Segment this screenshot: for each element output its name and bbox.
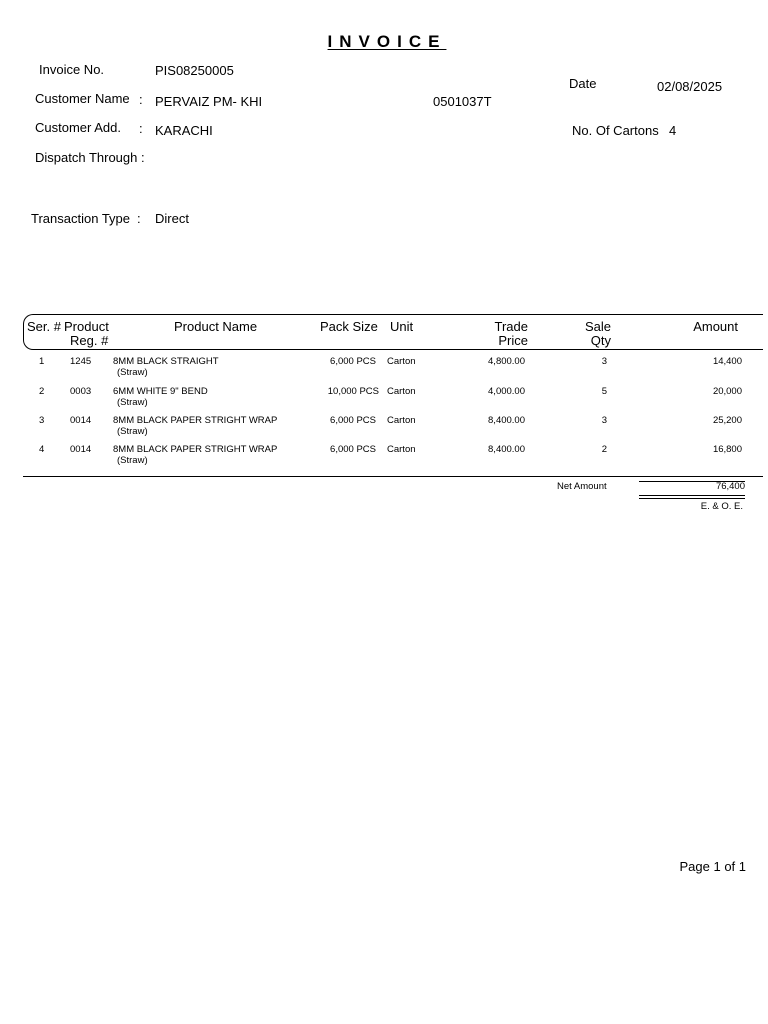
cell-amount: 16,800 <box>712 444 742 455</box>
cell-category: (Straw) <box>117 397 148 408</box>
cell-reg: 1245 <box>70 356 92 367</box>
invoice-title <box>0 32 768 52</box>
cell-name: 8MM BLACK PAPER STRIGHT WRAP <box>113 415 278 426</box>
table-row <box>0 444 768 473</box>
net-amount-double-rule-2 <box>639 498 745 499</box>
cell-ser: 3 <box>39 415 45 426</box>
customer-add-label: Customer Add. <box>35 120 121 135</box>
cell-price: 8,400.00 <box>488 444 525 455</box>
cell-reg: 0003 <box>70 386 92 397</box>
net-amount-label: Net Amount <box>557 481 607 492</box>
cell-qty: 2 <box>601 444 607 455</box>
cell-unit: Carton <box>387 444 416 455</box>
cartons-value: 4 <box>669 123 677 138</box>
cell-qty: 3 <box>601 356 607 367</box>
cell-pack: 10,000 PCS <box>327 386 379 397</box>
cell-category: (Straw) <box>117 455 148 466</box>
cell-price: 4,000.00 <box>488 386 525 397</box>
customer-add-value: KARACHI <box>155 123 213 138</box>
cell-pack: 6,000 PCS <box>330 444 376 455</box>
th-ser: Ser. # <box>27 319 61 334</box>
cell-name: 6MM WHITE 9" BEND <box>113 386 208 397</box>
invoice-title-text: INVOICE <box>327 32 447 51</box>
th-product-name: Product Name <box>174 319 258 334</box>
net-amount-double-rule-1 <box>639 495 745 496</box>
th-amount: Amount <box>693 319 738 334</box>
customer-name-label: Customer Name <box>35 91 130 106</box>
cell-category: (Straw) <box>117 367 148 378</box>
th-sale-qty-2: Qty <box>590 333 611 348</box>
cell-unit: Carton <box>387 356 416 367</box>
cell-ser: 2 <box>39 386 45 397</box>
table-row <box>0 386 768 415</box>
table-row <box>0 356 768 385</box>
table-bottom-rule <box>23 476 763 477</box>
invoice-no-label: Invoice No. <box>39 62 105 77</box>
th-unit: Unit <box>390 319 414 334</box>
cell-unit: Carton <box>387 386 416 397</box>
customer-name-colon: : <box>139 92 143 107</box>
cell-qty: 5 <box>601 386 607 397</box>
cell-amount: 14,400 <box>712 356 742 367</box>
table-row <box>0 415 768 444</box>
cell-name: 8MM BLACK STRAIGHT <box>113 356 219 367</box>
cell-price: 4,800.00 <box>488 356 525 367</box>
net-amount-value: 76,400 <box>715 481 745 492</box>
page-number: Page 1 of 1 <box>679 859 746 874</box>
cell-unit: Carton <box>387 415 416 426</box>
cell-pack: 6,000 PCS <box>330 415 376 426</box>
date-label: Date <box>569 76 597 91</box>
cell-amount: 25,200 <box>712 415 742 426</box>
customer-add-colon: : <box>139 121 143 136</box>
dispatch-label: Dispatch Through : <box>35 150 145 165</box>
cell-qty: 3 <box>601 415 607 426</box>
transaction-type-colon: : <box>137 211 141 226</box>
cell-name: 8MM BLACK PAPER STRIGHT WRAP <box>113 444 278 455</box>
th-product-reg-2: Reg. # <box>70 333 109 348</box>
cartons-label: No. Of Cartons <box>572 123 659 138</box>
th-pack-size: Pack Size <box>320 319 378 334</box>
cell-reg: 0014 <box>70 415 92 426</box>
transaction-type-label: Transaction Type <box>31 211 130 226</box>
th-trade-price-2: Price <box>498 333 528 348</box>
th-product-reg-1: Product <box>64 319 109 334</box>
transaction-type-value: Direct <box>155 211 189 226</box>
date-value: 02/08/2025 <box>657 79 723 94</box>
cell-reg: 0014 <box>70 444 92 455</box>
cell-pack: 6,000 PCS <box>330 356 376 367</box>
customer-name-value: PERVAIZ PM- KHI <box>155 94 263 109</box>
customer-code: 0501037T <box>433 94 492 109</box>
cell-price: 8,400.00 <box>488 415 525 426</box>
cell-ser: 1 <box>39 356 45 367</box>
invoice-no-value: PIS08250005 <box>155 63 234 78</box>
th-trade-price-1: Trade <box>494 319 528 334</box>
cell-category: (Straw) <box>117 426 148 437</box>
eoe-text: E. & O. E. <box>700 501 743 512</box>
cell-amount: 20,000 <box>712 386 742 397</box>
th-sale-qty-1: Sale <box>584 319 611 334</box>
cell-ser: 4 <box>39 444 45 455</box>
